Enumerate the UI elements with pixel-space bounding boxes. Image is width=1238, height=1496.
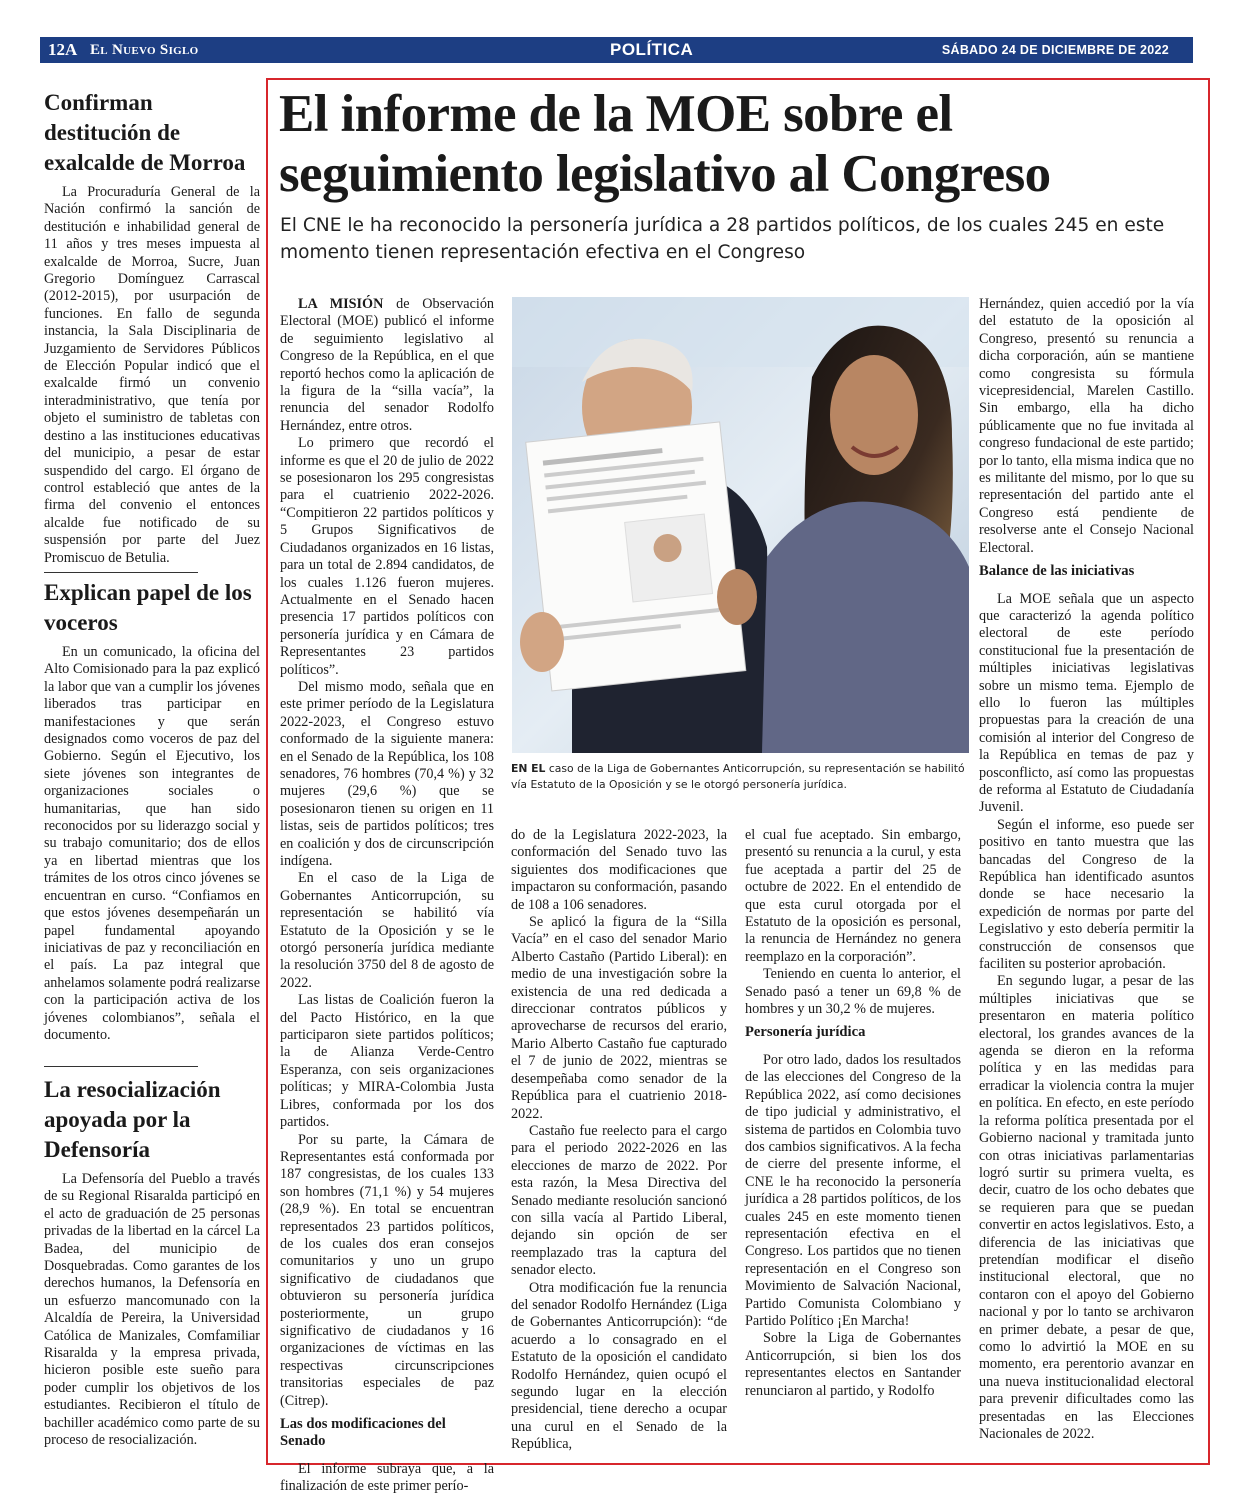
article-subhead: Las dos modificaciones del Senado [280, 1416, 446, 1450]
article-paragraph: Castaño fue reelecto para el cargo para el periodo 2022-2026 en las elecciones de marzo de 2022. Por esta razón, la Mesa Directiva del Senado mediante resolución sancionó con silla vacía al Partido Liberal, dejando sin opción de ser reemplazado tras la captura del senador electo. [511, 1122, 727, 1279]
caption-lead: EN EL [511, 762, 546, 775]
article-paragraph: Según el informe, eso puede ser positivo en tanto muestra que las bancadas del Congreso de la República han identificado asuntos donde se hace necesario la expedición de normas por parte del Legislativo y esto debería permitir la construcción de consensos que faciliten su posterior aprobación. [979, 816, 1194, 973]
article-paragraph: Del mismo modo, señala que en este primer período de la Legislatura 2022-2023, el Congreso estuvo conformado de la siguiente manera: en el Senado de la República, los 108 senadores, 76 hombres (70,4 %) y 32 mujeres (29,6 %) que se posesionaron tienen su origen en 11 listas, seis de partidos políticos; tres en coalición y dos de circunscripción indígena. [280, 678, 494, 869]
photo-caption [511, 761, 971, 793]
brief-morroa [44, 88, 260, 567]
article-column-3 [745, 827, 961, 1400]
issue-date: SÁBADO 24 DE DICIEMBRE DE 2022 [941, 43, 1169, 57]
article-photo [512, 297, 969, 753]
article-paragraph: el cual fue aceptado. Sin embargo, presentó su renuncia a la curul, y esta fue aceptada a partir del 25 de octubre de 2022. En el entendido de que esta curul otorgada por el Estatuto de la oposición es personal, la renuncia de Hernández no genera reemplazo en la corporación”. [745, 827, 961, 965]
article-paragraph: Lo primero que recordó el informe es que el 20 de julio de 2022 se posesionaron los 295 congresistas para el cuatrienio 2022-2026. “Compitieron 22 partidos políticos y 5 Grupos Significativos de Ciudadanos organizados en 16 listas, para un total de 2.894 candidatos, de los cuales 1.126 fueron mujeres. Actualmente en el Senado hacen presencia 17 partidos políticos con personería jurídica y en Cámara de Representantes 23 partidos políticos”. [280, 435, 494, 678]
brief-title: La resocialización apoyada por la Defensoría [44, 1077, 221, 1162]
brief-title: Explican papel de los voceros [44, 580, 252, 635]
caption-text: caso de la Liga de Gobernantes Anticorrupción, su representación se habilitó vía Estatuto de la Oposición y se le otorgó personería jurídica. [511, 762, 965, 791]
article-paragraph: En el caso de la Liga de Gobernantes Anticorrupción, su representación se habilitó vía Estatuto de la Oposición y se le otorgó personería jurídica mediante la resolución 3750 del 8 de agosto de 2022. [280, 870, 494, 991]
section-name: POLÍTICA [610, 40, 694, 59]
article-paragraph: En segundo lugar, a pesar de las múltiples iniciativas que se presentaron en materia político electoral, los grandes avances de la agenda se dieron en la reforma política y en las medidas para erradicar la violencia contra la mujer en política. En efecto, en este período la reforma política presentada por el Gobierno nacional y tramitada junto con otras iniciativas parlamentarias logró surtir su primera vuelta, es decir, cuatro de los ocho debates que se requieren para que se puedan convertir en actos legislativos. Esto, a diferencia de las iniciativas que pretendían modificar el diseño institucional electoral, que no contaron con el apoyo del Gobierno nacional y por lo tanto se archivaron en primer debate, a pesar de que, como lo advirtió la MOE en su momento, era perentorio avanzar en una nueva institucionalidad electoral para prevenir dificultades como las presentadas en las Elecciones Nacionales de 2022. [979, 973, 1194, 1442]
article-paragraph: La MOE señala que un aspecto que caracterizó la agenda político electoral de este período constitucional fue la presentación de múltiples iniciativas legislativas sobre un mismo tema. Ejemplo de ello lo fueron las múltiples propuestas para la creación de una comisión al interior del Congreso de la República en temas de paz y posconflicto, así como las propuestas de reforma al Estatuto de Ciudadanía Juvenil. [979, 590, 1194, 816]
article-paragraph: Hernández, quien accedió por la vía del estatuto de la oposición al Congreso, presentó su renuncia a dicha corporación, aún se mantiene como congresista su fórmula vicepresidencial, Marelen Castillo. Sin embargo, ella ha dicho públicamente que no fue invitada al congreso fundacional de este partido; por lo tanto, ella misma indica que no es militante del mismo, por lo que su representación del partido ante el Congreso está pendiente de resolverse ante el Consejo Nacional Electoral. [979, 296, 1194, 556]
article-paragraph: Otra modificación fue la renuncia del senador Rodolfo Hernández (Liga de Gobernantes Anticorrupción): “de acuerdo a lo consagrado en el Estatuto de la oposición el candidato Rodolfo Hernández, quien ocupó el segundo lugar en la elección presidencial, tiene derecho a ocupar una curul en el Senado de la República, [511, 1279, 727, 1453]
brief-resocializacion [44, 1075, 260, 1450]
article-paragraph: Las listas de Coalición fueron la del Pacto Histórico, en la que participaron siete partidos políticos; la de Alianza Verde-Centro Esperanza, con seis organizaciones políticas; y MIRA-Colombia Justa Libres, conformada por los dos partidos. [280, 992, 494, 1131]
article-paragraph: Teniendo en cuenta lo anterior, el Senado pasó a tener un 69,8 % de hombres y un 30,2 % de mujeres. [745, 966, 961, 1018]
article-paragraph: Por otro lado, dados los resultados de las elecciones del Congreso de la República 2022, así como decisiones de tipo judicial y administrativo, el sistema de partidos en Colombia tuvo dos cambios significativos. A la fecha de cierre del presente informe, el CNE le ha reconocido la personería jurídica a 28 partidos políticos, de los cuales 245 en este momento tienen representación efectiva en el Congreso. Los partidos que no tienen representación en el Congreso son Movimiento de Salvación Nacional, Partido Comunista Colombiano y Partido Político ¡En Marcha! [745, 1051, 961, 1329]
brief-title: Confirman destitución de exalcalde de Morroa [44, 90, 246, 175]
article-subhead: Balance de las iniciativas [979, 563, 1135, 580]
article-paragraph: do de la Legislatura 2022-2023, la conformación del Senado tuvo las siguientes dos modificaciones que impactaron su conformación, pasando de 108 a 106 senadores. [511, 827, 727, 913]
article-paragraph: Por su parte, la Cámara de Representantes está conformada por 187 congresistas, de los cuales 133 son hombres (71,1 %) y 54 mujeres (28,9 %). En total se encuentran representados 23 partidos políticos, de los cuales dos eran consejos comunitarios y uno un grupo significativo de ciudadanos que obtuvieron su personería jurídica posteriormente, un grupo significativo de ciudadanos y 16 organizaciones de víctimas en las respectivas circunscripciones transitorias especiales de paz (Citrep). [280, 1131, 494, 1409]
article-headline: El informe de la MOE sobre el seguimiento legislativo al Congreso [279, 85, 1051, 203]
article-paragraph: Sobre la Liga de Gobernantes Anticorrupción, si bien los dos representantes electos en Santander renunciaron al partido, y Rodolfo [745, 1330, 961, 1399]
photo-illustration [512, 297, 969, 753]
page-number: 12A [48, 40, 78, 59]
newspaper-name: El Nuevo Siglo [90, 42, 199, 58]
article-subheadline: El CNE le ha reconocido la personería jurídica a 28 partidos políticos, de los cuales 245 en este momento tienen representación efectiva en el Congreso [280, 215, 1165, 263]
brief-divider [44, 1066, 198, 1067]
article-column-4 [979, 296, 1194, 1443]
article-paragraph: Se aplicó la figura de la “Silla Vacía” en el caso del senador Mario Alberto Castaño (Partido Liberal): en medio de una investigación sobre la existencia de una red dedicada a direccionar contratos públicos y aprovecharse de recursos del erario, Mario Alberto Castaño fue capturado el 7 de junio de 2022, mientras se desempeñaba como senador de la República para el cuatrienio 2018-2022. [511, 914, 727, 1122]
article-column-2 [511, 827, 727, 1454]
brief-body: La Procuraduría General de la Nación confirmó la sanción de destitución e inhabilidad general de 11 años y tres meses impuesta al exalcalde de Morroa, Sucre, Juan Gregorio Domínguez Carrascal (2012-2015), por usurpación de funciones. En fallo de segunda instancia, la Sala Disciplinaria de Juzgamiento de Servidores Públicos de Elección Popular indicó que el exalcalde firmó un convenio interadministrativo, que tenía por objeto el suministro de tabletas con destino a las instituciones educativas del municipio, a pesar de estar suspendido del cargo. El órgano de control estableció que antes de la firma del convenio el entonces alcalde fue notificado de su suspensión por parte del Juez Promiscuo de Betulia. [44, 184, 260, 566]
page-header-bar [40, 37, 1193, 63]
brief-voceros [44, 578, 260, 1044]
brief-divider [44, 572, 198, 573]
article-paragraph: de Observación Electoral (MOE) publicó el informe de seguimiento legislativo al Congreso de la República, en el que reportó hechos como la aplicación de la figura de la “silla vacía”, la renuncia del senador Rodolfo Hernández, entre otros. [280, 296, 495, 434]
article-subhead: Personería jurídica [745, 1024, 866, 1041]
article-column-1 [280, 296, 494, 1496]
article-paragraph: El informe subraya que, a la finalización de este primer perío- [280, 1460, 494, 1495]
article-lead-in: LA MISIÓN [298, 296, 384, 312]
brief-body: La Defensoría del Pueblo a través de su Regional Risaralda participó en el acto de graduación de 25 personas privadas de la libertad en la cárcel La Badea, del municipio de Dosquebradas. Como garantes de los derechos humanos, la Defensoría en un esfuerzo mancomunado con la Alcaldía de Pereira, la Universidad Católica de Manizales, Comfamiliar Risaralda y la empresa privada, hicieron posible este sueño para poder cumplir los objetivos de los estudiantes. Recibieron el título de bachiller académico como parte de su proceso de resocialización. [44, 1171, 260, 1449]
brief-body: En un comunicado, la oficina del Alto Comisionado para la paz explicó la labor que van a cumplir los jóvenes liberados tras participar en manifestaciones y que serán designados como voceros de paz del Gobierno. Según el Ejecutivo, los siete jóvenes son integrantes de organizaciones sociales o humanitarias, que han sido reconocidos por su liderazgo social y su trabajo comunitario; dos de ellos ya en libertad mientras que los trámites de los otros cinco jóvenes se encuentran en curso. “Confiamos en que estos jóvenes desempeñarán un papel fundamental apoyando iniciativas de paz y reconciliación en el país. La paz integral que anhelamos solamente podrá realizarse con la participación activa de los jóvenes colombianos”, señala el documento. [44, 644, 260, 1043]
